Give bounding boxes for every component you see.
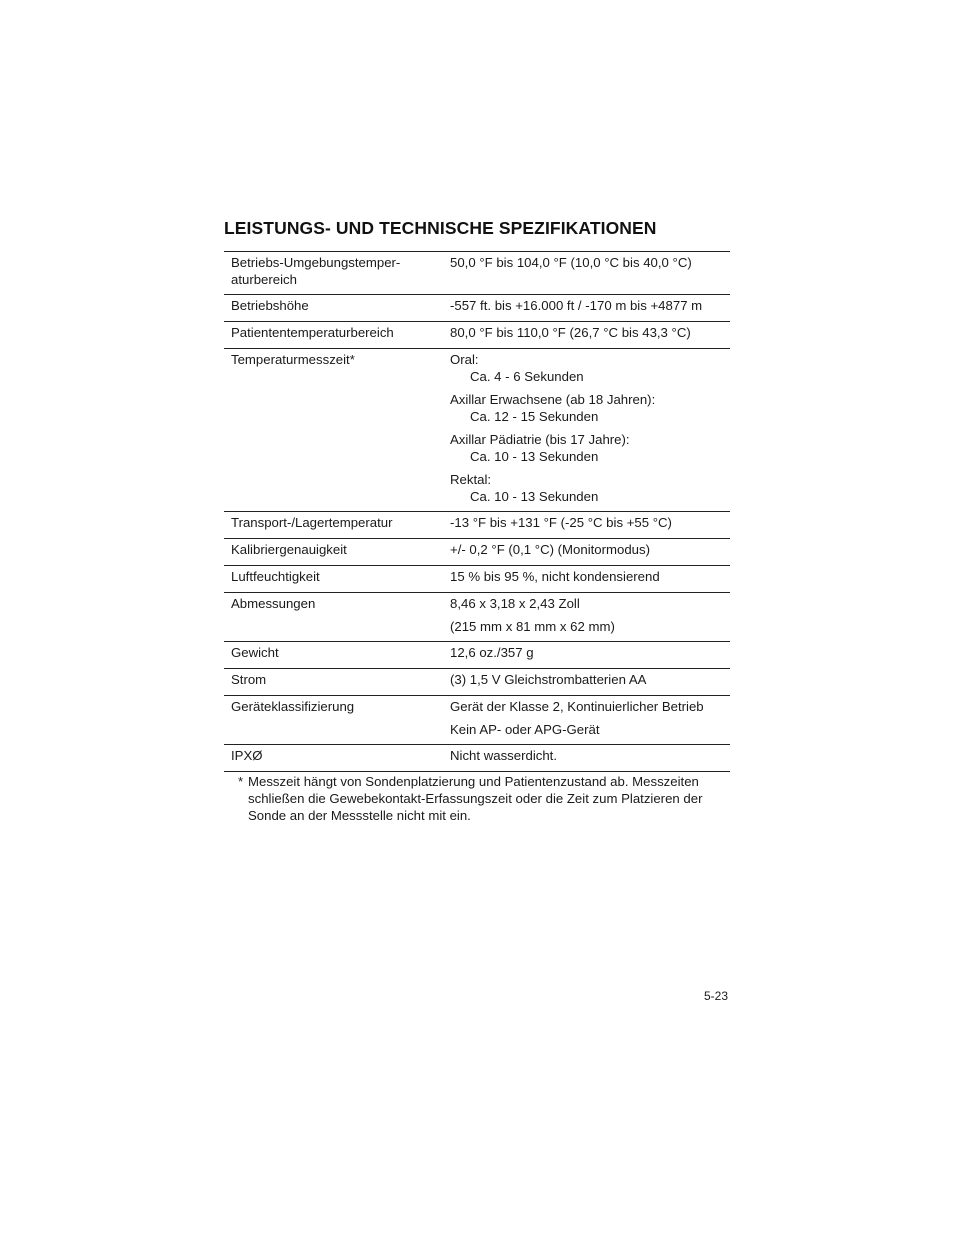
measure-time: Ca. 10 - 13 Sekunden: [470, 489, 599, 504]
spec-value-line: Kein AP- oder APG-Gerät: [450, 722, 600, 737]
table-row: [224, 669, 730, 696]
spec-label: Abmessungen: [224, 593, 444, 642]
measure-time: Ca. 4 - 6 Sekunden: [470, 369, 584, 384]
section-title: LEISTUNGS- UND TECHNISCHE SPEZIFIKATIONEN: [224, 218, 657, 238]
spec-table: [224, 251, 730, 772]
measure-time: Ca. 12 - 15 Sekunden: [470, 409, 599, 424]
spec-value: -557 ft. bis +16.000 ft / -170 m bis +4877 m: [444, 295, 730, 322]
spec-value-line: 8,46 x 3,18 x 2,43 Zoll: [450, 596, 580, 611]
measure-site: Oral:: [450, 352, 479, 367]
spec-label: Gewicht: [224, 642, 444, 669]
spec-label: Kalibriergenauigkeit: [224, 539, 444, 566]
table-row: [224, 349, 730, 512]
table-row: [224, 696, 730, 745]
table-row: [224, 512, 730, 539]
table-row: [224, 295, 730, 322]
spec-value: (3) 1,5 V Gleichstrombatterien AA: [444, 669, 730, 696]
table-row: [224, 566, 730, 593]
table-row: [224, 322, 730, 349]
table-row: [224, 593, 730, 642]
measure-site: Axillar Erwachsene (ab 18 Jahren):: [450, 392, 656, 407]
table-row: [224, 539, 730, 566]
spec-value: [444, 593, 730, 642]
measure-site: Axillar Pädiatrie (bis 17 Jahre):: [450, 432, 630, 447]
spec-value-line: Gerät der Klasse 2, Kontinuierlicher Betrieb: [450, 699, 704, 714]
spec-value: Nicht wasserdicht.: [444, 745, 730, 772]
spec-label: Strom: [224, 669, 444, 696]
spec-label: Geräteklassifizierung: [224, 696, 444, 745]
table-row: [224, 745, 730, 772]
spec-label: Betriebshöhe: [224, 295, 444, 322]
spec-label: IPXØ: [224, 745, 444, 772]
spec-label: Transport-/Lagertemperatur: [224, 512, 444, 539]
spec-value: [444, 696, 730, 745]
table-row: [224, 642, 730, 669]
spec-value: 12,6 oz./357 g: [444, 642, 730, 669]
spec-value: 80,0 °F bis 110,0 °F (26,7 °C bis 43,3 °C): [444, 322, 730, 349]
page-number: 5-23: [704, 989, 729, 1003]
measure-time: Ca. 10 - 13 Sekunden: [470, 449, 599, 464]
spec-label: [224, 252, 444, 295]
spec-label: Luftfeuchtigkeit: [224, 566, 444, 593]
spec-value-line: (215 mm x 81 mm x 62 mm): [450, 619, 615, 634]
spec-value: 15 % bis 95 %, nicht kondensierend: [444, 566, 730, 593]
footnote-text: Messzeit hängt von Sondenplatzierung und Patientenzustand ab. Messzeiten schließen die Gewebekontakt-Erfassungszeit oder die Zeit zum Platzieren der Sonde an der Messstelle nicht mit ein.: [248, 774, 703, 823]
spec-value: [444, 349, 730, 512]
spec-label: Temperaturmesszeit*: [224, 349, 444, 512]
measure-site: Rektal:: [450, 472, 492, 487]
spec-value: 50,0 °F bis 104,0 °F (10,0 °C bis 40,0 °C): [444, 252, 730, 295]
spec-value: -13 °F bis +131 °F (-25 °C bis +55 °C): [444, 512, 730, 539]
footnote-marker: *: [238, 774, 244, 789]
spec-label-text: Betriebs-Umgebungstemper-aturbereich: [231, 255, 401, 287]
footnote: [238, 773, 730, 824]
table-row: [224, 252, 730, 295]
spec-value: +/- 0,2 °F (0,1 °C) (Monitormodus): [444, 539, 730, 566]
spec-label: Patiententemperaturbereich: [224, 322, 444, 349]
